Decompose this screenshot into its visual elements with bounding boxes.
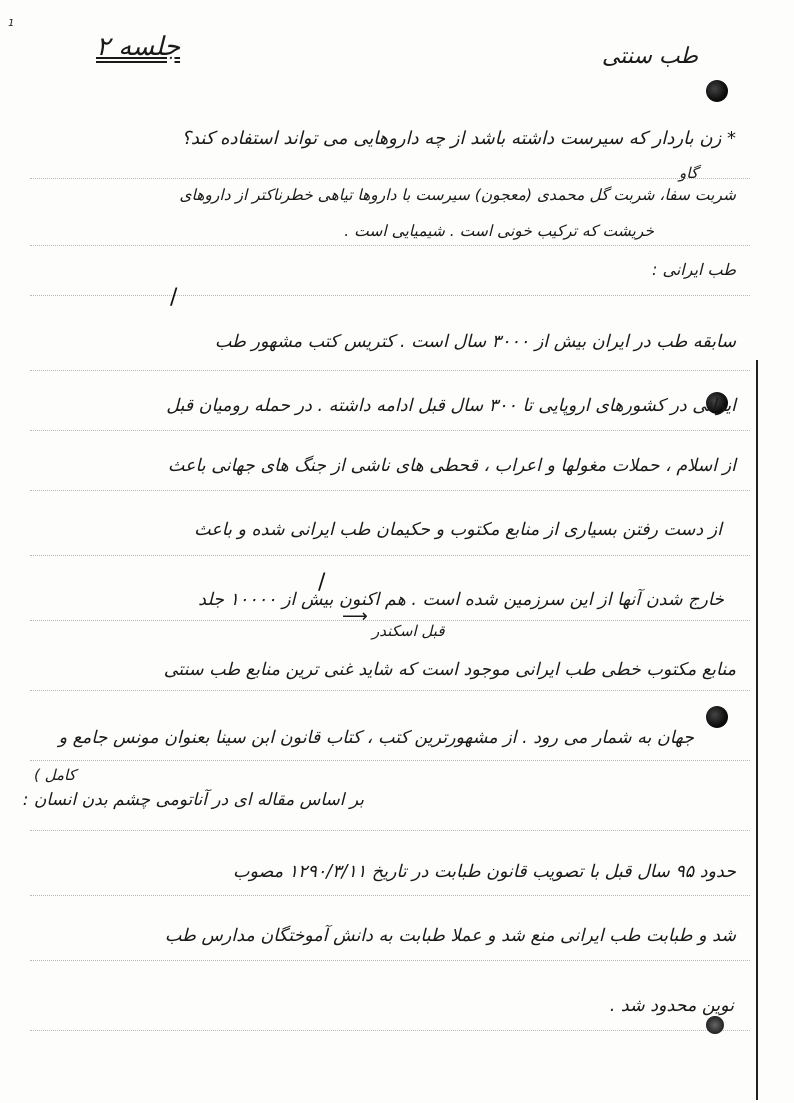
text-line: جهان به شمار می رود . از مشهورترین کتب ، کتاب قانون ابن سینا بعنوان مونس جامع و bbox=[58, 728, 694, 748]
arrow-icon: ⟶ bbox=[342, 606, 369, 627]
ruled-line bbox=[30, 430, 750, 431]
ruled-line bbox=[30, 555, 750, 556]
text-line: از اسلام ، حملات مغولها و اعراب ، قحطی های ناشی از جنگ های جهانی باعث bbox=[167, 456, 736, 476]
text-line: سابقه طب در ایران بیش از ۳۰۰۰ سال است . کتریس کتب مشهور طب bbox=[214, 332, 736, 352]
text-line: شربت سفا، شربت گل محمدی (معجون) سیرست با داروها تیاهی خطرناکتر از داروهای bbox=[179, 186, 736, 204]
section-heading: طب ایرانی : bbox=[652, 260, 736, 279]
check-mark-icon: / bbox=[318, 570, 326, 595]
ruled-line bbox=[30, 760, 750, 761]
margin-line bbox=[756, 360, 758, 1100]
punch-hole-icon bbox=[706, 80, 728, 102]
page-number: 1 bbox=[8, 18, 15, 29]
ruled-line bbox=[30, 178, 750, 179]
punch-hole-icon bbox=[706, 1016, 724, 1034]
text-line: شد و طبابت طب ایرانی منع شد و عملا طبابت به دانش آموختگان مدارس طب bbox=[164, 926, 736, 946]
text-line: بر اساس مقاله ای در آناتومی چشم بدن انسان : bbox=[22, 790, 364, 810]
text-line: از دست رفتن بسیاری از منابع مکتوب و حکیمان طب ایرانی شده و باعث bbox=[194, 520, 722, 540]
ruled-line bbox=[30, 620, 750, 621]
ruled-line bbox=[30, 895, 750, 896]
ruled-line bbox=[30, 960, 750, 961]
text-line: خریشت که ترکیب خونی است . شیمیایی است . bbox=[344, 222, 654, 240]
text-line: کامل ) bbox=[34, 766, 76, 784]
text-line: خارج شدن آنها از این سرزمین شده است . هم اکنون بیش از ۱۰۰۰۰ جلد bbox=[198, 590, 724, 610]
text-line: حدود ۹۵ سال قبل با تصویب قانون طبابت در تاریخ ۱۲۹۰/۳/۱۱ مصوب bbox=[233, 862, 736, 882]
punch-hole-icon bbox=[706, 706, 728, 728]
annotation-above-line: گاو bbox=[679, 164, 698, 182]
ruled-line bbox=[30, 490, 750, 491]
page-title: طب سنتی bbox=[601, 44, 698, 69]
annotation-below-line: قبل اسکندر bbox=[372, 622, 445, 640]
session-label: جلسه ۲ bbox=[96, 32, 181, 62]
ruled-line bbox=[30, 245, 750, 246]
ruled-line bbox=[30, 690, 750, 691]
ruled-line bbox=[30, 370, 750, 371]
check-mark-icon: / bbox=[170, 285, 178, 310]
text-line: منابع مکتوب خطی طب ایرانی موجود است که شاید غنی ترین منابع طب سنتی bbox=[163, 660, 736, 680]
ruled-line bbox=[30, 830, 750, 831]
text-line: نوین محدود شد . bbox=[609, 996, 734, 1016]
question-line: * زن باردار که سیرست داشته باشد از چه داروهایی می تواند استفاده کند؟ bbox=[181, 128, 736, 149]
ruled-line bbox=[30, 295, 750, 296]
ruled-line bbox=[30, 1030, 750, 1031]
text-line: ایرانی در کشورهای اروپایی تا ۳۰۰ سال قبل ادامه داشته . در حمله رومیان قبل bbox=[166, 396, 736, 416]
